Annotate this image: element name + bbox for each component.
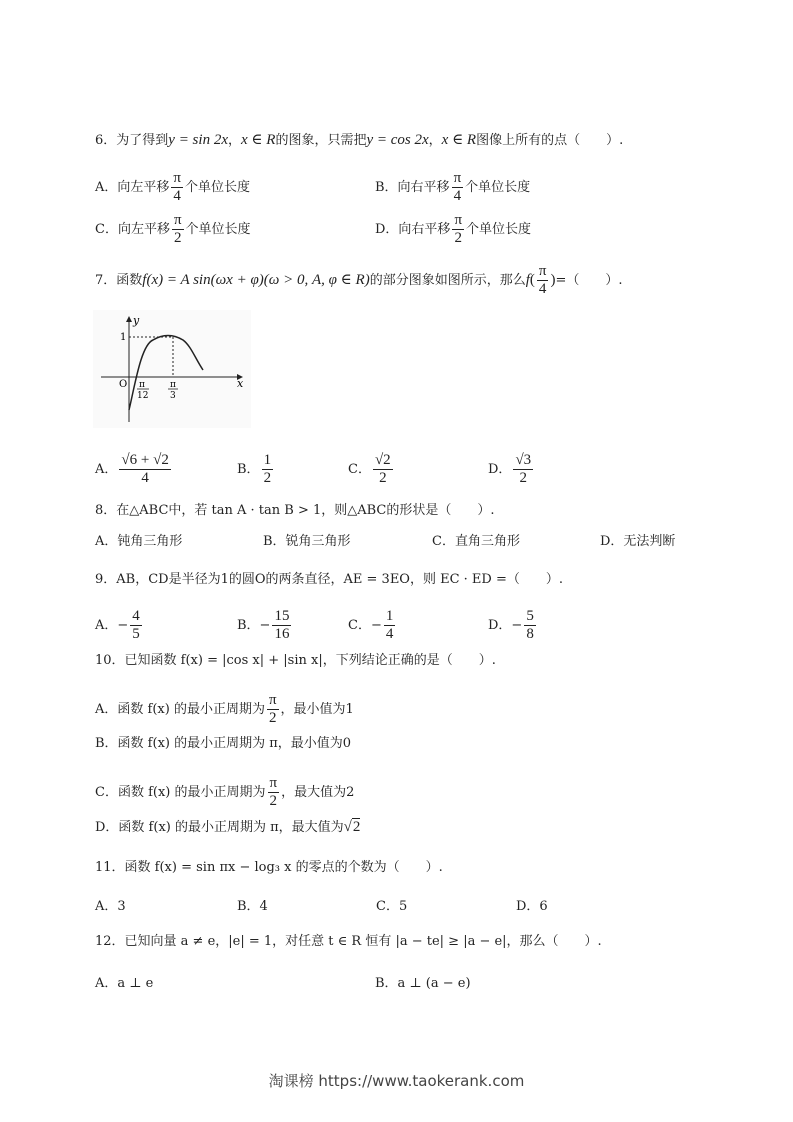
q8-option-d: D．无法判断 — [600, 534, 676, 549]
question-6-stem: 6．为了得到y = sin 2x，x ∈ R的图象，只需把y = cos 2x，x ∈ R图像上所有的点（ ）. — [95, 132, 624, 148]
question-10-stem: 10．已知函数 f(x) = |cos x| + |sin x|，下列结论正确的是（ ）. — [95, 653, 496, 668]
y-axis-label: y — [133, 314, 140, 327]
q9-option-b: B．− $\frac{15}{16}$ — [237, 608, 290, 642]
q10-option-d: D．函数 f(x) 的最小正周期为 π，最大值为√2 — [95, 819, 361, 835]
q8-option-c: C．直角三角形 — [432, 534, 520, 549]
q11-option-c: C．5 — [376, 899, 408, 914]
q10-option-a: A．函数 f(x) 的最小正周期为 $\frac{\pi}{2}$ ，最小值为1 — [95, 692, 354, 726]
sine-graph-figure — [93, 310, 251, 428]
question-12-stem: 12．已知向量 a ≠ e，|e| = 1，对任意 t ∈ R 恒有 |a − te| ≥ |a − e|，那么（ ）. — [95, 934, 602, 949]
q7-option-a: A． $\frac{√6 + √2}{4}$ — [95, 452, 169, 486]
q10-option-b: B．函数 f(x) 的最小正周期为 π，最小值为0 — [95, 736, 352, 751]
question-7-stem: 7．函数f(x) = A sin(ωx + φ)(ω > 0, A, φ ∈ R)的部分图象如图所示，那么f( $\frac{\pi}{4}$ )=（ ）. — [95, 263, 623, 297]
x-tick-2-num: π — [170, 380, 176, 390]
y-tick-label: 1 — [120, 332, 127, 343]
q6-option-a: A．向左平移 $\frac{\pi}{4}$ 个单位长度 — [95, 170, 250, 204]
q6-option-d: D．向右平移 $\frac{\pi}{2}$ 个单位长度 — [375, 212, 532, 246]
question-11-stem: 11．函数 f(x) = sin πx − log₃ x 的零点的个数为（ ）. — [95, 860, 443, 875]
x-tick-1-den: 12 — [137, 391, 149, 401]
x-tick-2-den: 3 — [170, 391, 176, 401]
q8-option-b: B．锐角三角形 — [263, 534, 351, 549]
q12-option-a: A．a ⊥ e — [95, 976, 154, 991]
page-footer-watermark: 淘课榜 https://www.taokerank.com — [268, 1072, 525, 1090]
q10-option-c: C．函数 f(x) 的最小正周期为 $\frac{\pi}{2}$ ，最大值为2 — [95, 775, 355, 809]
q11-option-a: A．3 — [95, 899, 126, 914]
question-9-stem: 9．AB，CD是半径为1的圆O的两条直径，AE = 3EO，则 EC · ED =（ ）. — [95, 572, 564, 587]
q7-option-d: D． $\frac{√3}{2}$ — [488, 452, 532, 486]
q6-option-c: C．向左平移 $\frac{\pi}{2}$ 个单位长度 — [95, 212, 251, 246]
q9-option-a: A．− $\frac{4}{5}$ — [95, 608, 140, 642]
figure-background — [93, 310, 251, 428]
q7-option-c: C． $\frac{√2}{2}$ — [348, 452, 391, 486]
x-tick-1-num: π — [139, 380, 145, 390]
q11-option-d: D．6 — [516, 899, 548, 914]
question-8-stem: 8．在△ABC中，若 tan A · tan B > 1，则△ABC的形状是（ ）. — [95, 503, 495, 518]
q8-option-a: A．钝角三角形 — [95, 534, 183, 549]
q12-option-b: B．a ⊥ (a − e) — [375, 976, 471, 991]
q6-option-b: B．向右平移 $\frac{\pi}{4}$ 个单位长度 — [375, 170, 531, 204]
q11-option-b: B．4 — [237, 899, 268, 914]
x-axis-label: x — [237, 377, 244, 390]
q7-option-b: B． $\frac{1}{2}$ — [237, 452, 272, 486]
origin-label: O — [119, 379, 128, 390]
q9-option-d: D．− $\frac{5}{8}$ — [488, 608, 534, 642]
q9-option-c: C．− $\frac{1}{4}$ — [348, 608, 394, 642]
